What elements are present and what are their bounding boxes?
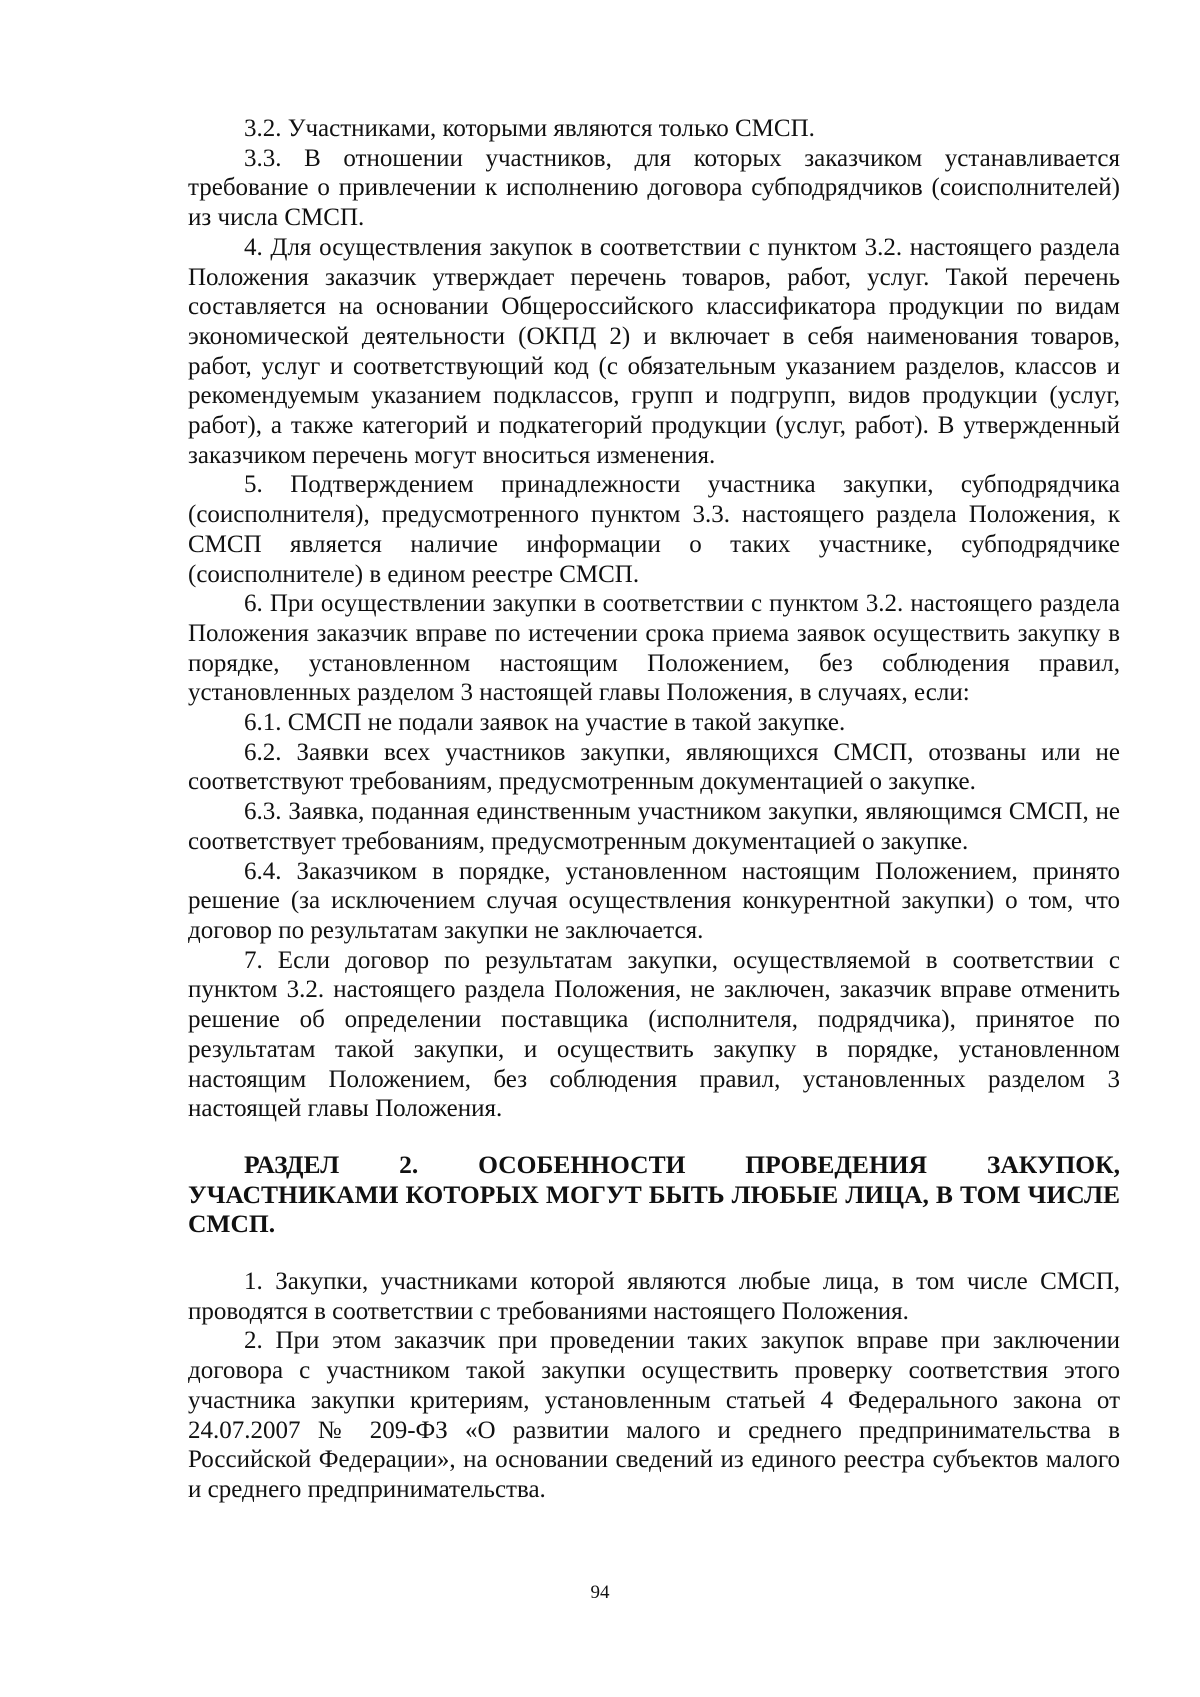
section2-paragraph-2: 2. При этом заказчик при проведении таких закупок вправе при заключении договора с участником такой закупки осуществить проверку соответствия этого участника закупки критериям, установленным статьей 4 Федерального закона от 24.07.2007 № 209-ФЗ «О развитии малого и среднего предпринимательства в Российской Федерации», на основании сведений из единого реестра субъектов малого и среднего предпринимательства. [188,1327,1120,1503]
section-heading: РАЗДЕЛ 2. ОСОБЕННОСТИ ПРОВЕДЕНИЯ ЗАКУПОК, УЧАСТНИКАМИ КОТОРЫХ МОГУТ БЫТЬ ЛЮБЫЕ ЛИЦА, В ТОМ ЧИСЛЕ СМСП. [188,1149,1120,1239]
document-page [188,114,1120,1505]
paragraph-6-1: 6.1. СМСП не подали заявок на участие в такой закупке. [244,709,846,737]
paragraph-6-3: 6.3. Заявка, поданная единственным участником закупки, являющимся СМСП, не соответствует требованиям, предусмотренным документацией о закупке. [188,798,1120,855]
paragraph-6-4: 6.4. Заказчиком в порядке, установленном настоящим Положением, принято решение (за исключением случая осуществления конкурентной закупки) о том, что договор по результатам закупки не заключается. [188,857,1120,944]
page-number: 94 [590,1582,610,1603]
paragraph-6: 6. При осуществлении закупки в соответствии с пунктом 3.2. настоящего раздела Положения заказчик вправе по истечении срока приема заявок осуществить закупку в порядке, установленном настоящим Положением, без соблюдения правил, установленных разделом 3 настоящей главы Положения, в случаях, если: [188,590,1120,707]
paragraph-3-2: 3.2. Участниками, которыми являются только СМСП. [244,115,815,142]
paragraph-6-2: 6.2. Заявки всех участников закупки, являющихся СМСП, отозваны или не соответствуют требованиям, предусмотренным документацией о закупке. [188,738,1120,796]
paragraph-7: 7. Если договор по результатам закупки, осуществляемой в соответствии с пунктом 3.2. настоящего раздела Положения, не заключен, заказчик вправе отменить решение об определении поставщика (исполнителя, подрядчика), принятое по результатам такой закупки, и осуществить закупку в порядке, установленном настоящим Положением, без соблюдения правил, установленных разделом 3 настоящей главы Положения. [188,946,1120,1123]
section2-paragraph-1: 1. Закупки, участниками которой являются любые лица, в том числе СМСП, проводятся в соответствии с требованиями настоящего Положения. [188,1268,1120,1325]
paragraph-5: 5. Подтверждением принадлежности участника закупки, субподрядчика (соисполнителя), предусмотренного пунктом 3.3. настоящего раздела Положения, к СМСП является наличие информации о таких участнике, субподрядчике (соисполнителе) в едином реестре СМСП. [188,471,1120,588]
paragraph-4: 4. Для осуществления закупок в соответствии с пунктом 3.2. настоящего раздела Положения заказчик утверждает перечень товаров, работ, услуг. Такой перечень составляется на основании Общероссийского классификатора продукции по видам экономической деятельности (ОКПД 2) и включает в себя наименования товаров, работ, услуг и соответствующий код (с обязательным указанием разделов, классов и рекомендуемым указанием подклассов, групп и подгрупп, видов продукции (услуг, работ), а также категорий и подкатегорий продукции (услуг, работ). В утвержденный заказчиком перечень могут вноситься изменения. [188,233,1120,469]
paragraph-3-3: 3.3. В отношении участников, для которых заказчиком устанавливается требование о привлечении к исполнению договора субподрядчиков (соисполнителей) из числа СМСП. [188,144,1120,232]
